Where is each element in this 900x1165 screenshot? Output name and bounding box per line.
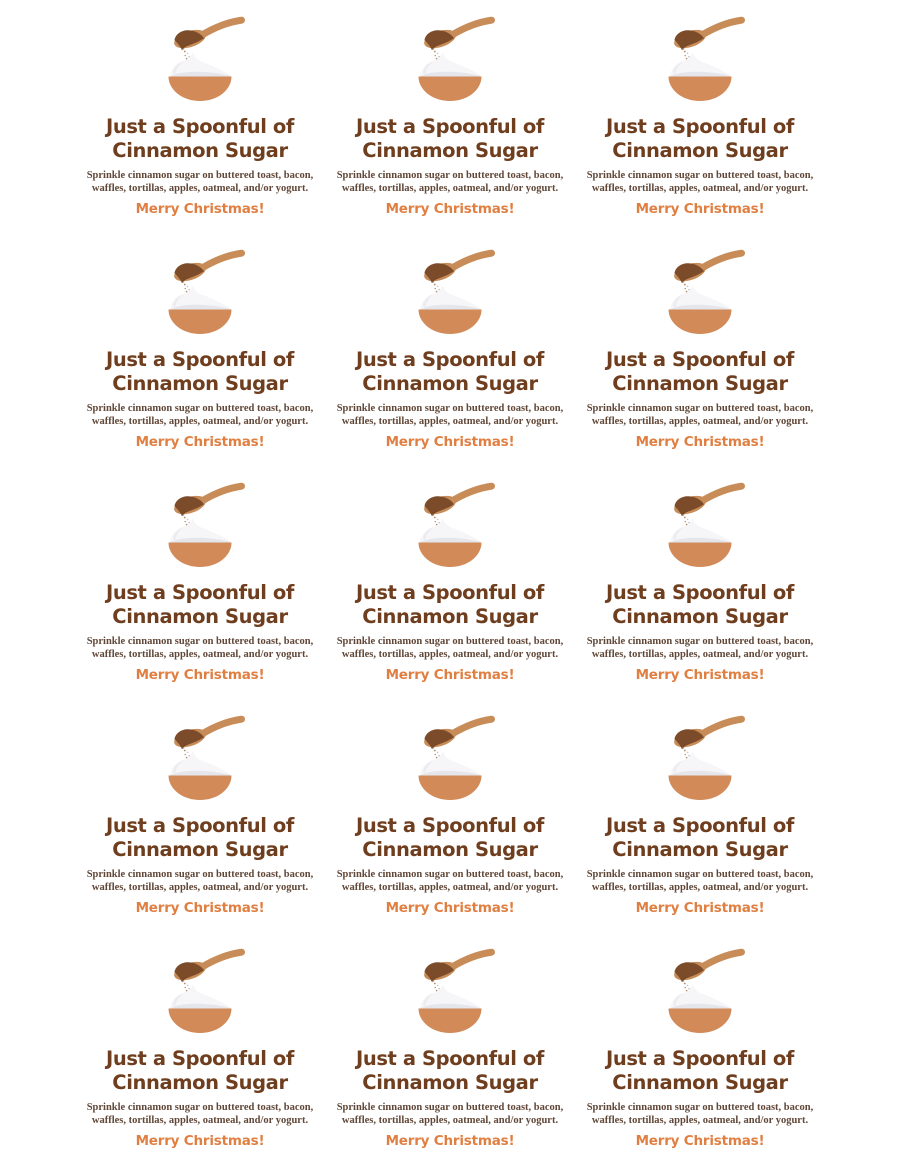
label-title [606, 814, 794, 862]
spoon-icon [172, 952, 242, 984]
label-title-line2: Cinnamon Sugar [362, 139, 538, 162]
cinnamon-sugar-illustration [140, 248, 260, 343]
cinnamon-sugar-illustration [140, 15, 260, 110]
gift-tag-label [75, 699, 325, 932]
label-instructions-line2: waffles, tortillas, apples, oatmeal, and/or yogurt. [341, 416, 559, 427]
label-title-line2: Cinnamon Sugar [112, 838, 288, 861]
sugar-bowl-icon [169, 286, 232, 334]
spoon-icon [422, 719, 492, 751]
cinnamon-sugar-illustration [640, 248, 760, 343]
spoon-handle [452, 253, 492, 268]
label-greeting: Merry Christmas! [135, 201, 265, 217]
label-title-line1: Just a Spoonful of [105, 581, 294, 604]
cinnamon-sugar-illustration [390, 15, 510, 110]
bowl [419, 543, 482, 568]
label-title [356, 814, 544, 862]
bowl [669, 1009, 732, 1034]
spoon-handle [702, 253, 742, 268]
label-instructions-line2: waffles, tortillas, apples, oatmeal, and/or yogurt. [91, 649, 309, 660]
spoon-icon [172, 486, 242, 518]
bowl [169, 543, 232, 568]
bowl [169, 77, 232, 102]
bowl [669, 310, 732, 335]
label-title [606, 1047, 794, 1095]
sugar-bowl-icon [669, 985, 732, 1033]
spoon-icon [422, 20, 492, 52]
sugar-bowl-icon [669, 286, 732, 334]
label-instructions-line2: waffles, tortillas, apples, oatmeal, and/or yogurt. [91, 882, 309, 893]
label-title-line2: Cinnamon Sugar [612, 139, 788, 162]
label-instructions-line1: Sprinkle cinnamon sugar on buttered toast, bacon, [336, 1102, 564, 1113]
bowl [669, 776, 732, 801]
label-title-line2: Cinnamon Sugar [362, 605, 538, 628]
gift-tag-label [75, 466, 325, 699]
spoon-icon [672, 253, 742, 285]
sugar-bowl-icon [419, 519, 482, 567]
sugar-bowl-icon [169, 985, 232, 1033]
label-instructions [337, 868, 564, 894]
spoon-handle [202, 20, 242, 35]
label-instructions [87, 402, 314, 428]
label-title-line1: Just a Spoonful of [605, 115, 794, 138]
label-instructions [87, 1101, 314, 1127]
label-greeting: Merry Christmas! [385, 900, 515, 916]
sugar-bowl-icon [419, 286, 482, 334]
label-title-line2: Cinnamon Sugar [112, 1071, 288, 1094]
label-title-line1: Just a Spoonful of [355, 814, 544, 837]
label-instructions-line1: Sprinkle cinnamon sugar on buttered toast, bacon, [586, 170, 814, 181]
bowl [169, 776, 232, 801]
label-title [606, 115, 794, 163]
label-instructions-line1: Sprinkle cinnamon sugar on buttered toast, bacon, [86, 869, 314, 880]
label-greeting: Merry Christmas! [135, 1133, 265, 1149]
bowl [169, 310, 232, 335]
label-instructions [87, 169, 314, 195]
gift-tag-label [75, 932, 325, 1165]
label-instructions-line2: waffles, tortillas, apples, oatmeal, and/or yogurt. [341, 183, 559, 194]
spoon-icon [172, 719, 242, 751]
label-title [356, 348, 544, 396]
gift-tag-label [575, 0, 825, 233]
spoon-icon [672, 20, 742, 52]
label-title-line2: Cinnamon Sugar [112, 372, 288, 395]
label-greeting: Merry Christmas! [135, 667, 265, 683]
spoon-handle [702, 952, 742, 967]
label-instructions-line2: waffles, tortillas, apples, oatmeal, and/or yogurt. [341, 1115, 559, 1126]
label-title [356, 1047, 544, 1095]
gift-tag-label [75, 0, 325, 233]
label-instructions [337, 635, 564, 661]
label-title-line2: Cinnamon Sugar [612, 605, 788, 628]
label-greeting: Merry Christmas! [135, 434, 265, 450]
cinnamon-sugar-illustration [390, 947, 510, 1042]
label-instructions-line1: Sprinkle cinnamon sugar on buttered toast, bacon, [336, 403, 564, 414]
label-instructions-line1: Sprinkle cinnamon sugar on buttered toast, bacon, [86, 170, 314, 181]
spoon-icon [422, 952, 492, 984]
bowl [669, 543, 732, 568]
label-instructions-line2: waffles, tortillas, apples, oatmeal, and/or yogurt. [91, 416, 309, 427]
cinnamon-sugar-illustration [140, 947, 260, 1042]
gift-tag-label [575, 233, 825, 466]
gift-tag-label [325, 0, 575, 233]
label-title [356, 581, 544, 629]
label-title-line1: Just a Spoonful of [105, 348, 294, 371]
label-title-line1: Just a Spoonful of [605, 814, 794, 837]
label-greeting: Merry Christmas! [635, 900, 765, 916]
spoon-handle [702, 20, 742, 35]
label-title-line1: Just a Spoonful of [105, 1047, 294, 1070]
spoon-icon [422, 253, 492, 285]
label-title-line1: Just a Spoonful of [355, 115, 544, 138]
label-title-line2: Cinnamon Sugar [612, 838, 788, 861]
label-greeting: Merry Christmas! [635, 667, 765, 683]
label-instructions [337, 169, 564, 195]
cinnamon-sugar-illustration [390, 714, 510, 809]
label-title-line1: Just a Spoonful of [355, 348, 544, 371]
bowl [419, 310, 482, 335]
gift-tag-label [325, 932, 575, 1165]
label-instructions-line2: waffles, tortillas, apples, oatmeal, and/or yogurt. [591, 1115, 809, 1126]
label-instructions-line2: waffles, tortillas, apples, oatmeal, and/or yogurt. [341, 882, 559, 893]
gift-tag-label [325, 233, 575, 466]
label-title [106, 1047, 294, 1095]
bowl [419, 776, 482, 801]
label-instructions-line1: Sprinkle cinnamon sugar on buttered toast, bacon, [86, 636, 314, 647]
spoon-handle [452, 952, 492, 967]
label-title [606, 348, 794, 396]
cinnamon-sugar-illustration [390, 248, 510, 343]
spoon-handle [202, 486, 242, 501]
label-instructions [587, 169, 814, 195]
cinnamon-sugar-illustration [640, 481, 760, 576]
label-greeting: Merry Christmas! [385, 434, 515, 450]
spoon-icon [172, 253, 242, 285]
label-instructions [337, 1101, 564, 1127]
label-greeting: Merry Christmas! [635, 1133, 765, 1149]
label-title-line1: Just a Spoonful of [355, 1047, 544, 1070]
label-greeting: Merry Christmas! [635, 201, 765, 217]
label-instructions [87, 635, 314, 661]
spoon-icon [672, 719, 742, 751]
label-title [106, 348, 294, 396]
bowl [419, 1009, 482, 1034]
label-instructions-line2: waffles, tortillas, apples, oatmeal, and/or yogurt. [591, 183, 809, 194]
label-instructions [337, 402, 564, 428]
label-title-line1: Just a Spoonful of [105, 814, 294, 837]
label-title-line2: Cinnamon Sugar [362, 372, 538, 395]
label-title-line2: Cinnamon Sugar [112, 139, 288, 162]
label-instructions-line2: waffles, tortillas, apples, oatmeal, and/or yogurt. [591, 882, 809, 893]
spoon-handle [452, 486, 492, 501]
spoon-handle [202, 952, 242, 967]
label-instructions [587, 402, 814, 428]
label-instructions-line1: Sprinkle cinnamon sugar on buttered toast, bacon, [86, 1102, 314, 1113]
label-title-line1: Just a Spoonful of [605, 1047, 794, 1070]
bowl [419, 77, 482, 102]
spoon-handle [452, 719, 492, 734]
label-instructions-line1: Sprinkle cinnamon sugar on buttered toast, bacon, [586, 636, 814, 647]
label-title-line2: Cinnamon Sugar [112, 605, 288, 628]
label-greeting: Merry Christmas! [385, 667, 515, 683]
label-title-line1: Just a Spoonful of [605, 348, 794, 371]
label-instructions-line2: waffles, tortillas, apples, oatmeal, and/or yogurt. [91, 183, 309, 194]
label-instructions [587, 868, 814, 894]
spoon-icon [172, 20, 242, 52]
label-instructions-line2: waffles, tortillas, apples, oatmeal, and/or yogurt. [341, 649, 559, 660]
label-title-line2: Cinnamon Sugar [362, 1071, 538, 1094]
spoon-icon [422, 486, 492, 518]
spoon-icon [672, 952, 742, 984]
sugar-bowl-icon [419, 985, 482, 1033]
sugar-bowl-icon [419, 53, 482, 101]
label-instructions [587, 1101, 814, 1127]
cinnamon-sugar-illustration [640, 15, 760, 110]
cinnamon-sugar-illustration [640, 714, 760, 809]
gift-tag-label [575, 932, 825, 1165]
spoon-handle [202, 253, 242, 268]
label-title [106, 115, 294, 163]
cinnamon-sugar-illustration [390, 481, 510, 576]
bowl [169, 1009, 232, 1034]
sugar-bowl-icon [169, 752, 232, 800]
label-greeting: Merry Christmas! [385, 201, 515, 217]
sugar-bowl-icon [669, 53, 732, 101]
gift-tag-label [575, 699, 825, 932]
label-title-line1: Just a Spoonful of [105, 115, 294, 138]
cinnamon-sugar-illustration [640, 947, 760, 1042]
spoon-handle [702, 486, 742, 501]
label-instructions-line2: waffles, tortillas, apples, oatmeal, and/or yogurt. [591, 416, 809, 427]
label-greeting: Merry Christmas! [135, 900, 265, 916]
label-title-line2: Cinnamon Sugar [362, 838, 538, 861]
label-title-line2: Cinnamon Sugar [612, 372, 788, 395]
label-instructions-line2: waffles, tortillas, apples, oatmeal, and/or yogurt. [591, 649, 809, 660]
label-instructions-line1: Sprinkle cinnamon sugar on buttered toast, bacon, [86, 403, 314, 414]
gift-tag-label [325, 466, 575, 699]
cinnamon-sugar-illustration [140, 481, 260, 576]
sugar-bowl-icon [669, 752, 732, 800]
label-title-line1: Just a Spoonful of [355, 581, 544, 604]
sugar-bowl-icon [419, 752, 482, 800]
spoon-icon [672, 486, 742, 518]
label-instructions-line1: Sprinkle cinnamon sugar on buttered toast, bacon, [586, 403, 814, 414]
label-instructions-line1: Sprinkle cinnamon sugar on buttered toast, bacon, [336, 636, 564, 647]
label-instructions-line1: Sprinkle cinnamon sugar on buttered toast, bacon, [586, 1102, 814, 1113]
label-instructions [87, 868, 314, 894]
label-title-line2: Cinnamon Sugar [612, 1071, 788, 1094]
label-greeting: Merry Christmas! [385, 1133, 515, 1149]
label-instructions [587, 635, 814, 661]
gift-tag-label [575, 466, 825, 699]
label-greeting: Merry Christmas! [635, 434, 765, 450]
cinnamon-sugar-illustration [140, 714, 260, 809]
gift-tag-label [75, 233, 325, 466]
sugar-bowl-icon [169, 53, 232, 101]
gift-tag-label [325, 699, 575, 932]
spoon-handle [202, 719, 242, 734]
label-instructions-line1: Sprinkle cinnamon sugar on buttered toast, bacon, [336, 869, 564, 880]
label-title [606, 581, 794, 629]
label-instructions-line2: waffles, tortillas, apples, oatmeal, and/or yogurt. [91, 1115, 309, 1126]
label-instructions-line1: Sprinkle cinnamon sugar on buttered toast, bacon, [336, 170, 564, 181]
spoon-handle [452, 20, 492, 35]
sugar-bowl-icon [669, 519, 732, 567]
label-title-line1: Just a Spoonful of [605, 581, 794, 604]
label-instructions-line1: Sprinkle cinnamon sugar on buttered toast, bacon, [586, 869, 814, 880]
label-title [356, 115, 544, 163]
label-title [106, 581, 294, 629]
label-title [106, 814, 294, 862]
spoon-handle [702, 719, 742, 734]
sugar-bowl-icon [169, 519, 232, 567]
bowl [669, 77, 732, 102]
